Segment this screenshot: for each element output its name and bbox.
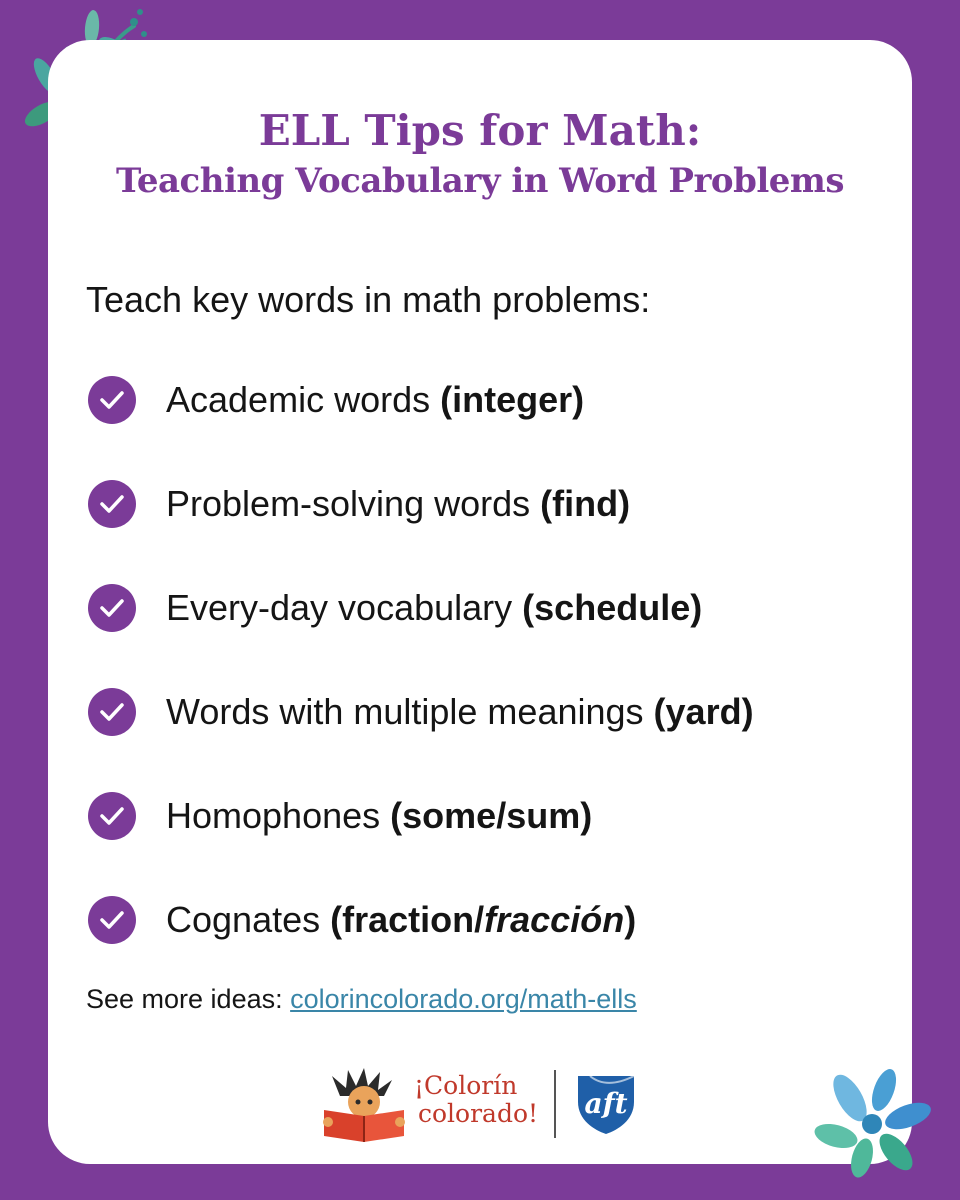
tip-example-open: (fraction/ bbox=[330, 899, 485, 940]
tip-label: Words with multiple meanings bbox=[166, 691, 644, 732]
tips-list bbox=[88, 374, 754, 998]
tip-example bbox=[330, 899, 636, 940]
list-item bbox=[88, 582, 754, 634]
tip-label: Homophones bbox=[166, 795, 381, 836]
more-ideas bbox=[86, 984, 637, 1015]
tip-label: Academic words bbox=[166, 379, 431, 420]
list-item bbox=[88, 790, 754, 842]
tip-example: (schedule) bbox=[522, 587, 703, 628]
list-item bbox=[88, 894, 754, 946]
tip-example-close: ) bbox=[624, 899, 637, 940]
list-item bbox=[88, 374, 754, 426]
tip-label: Problem-solving words bbox=[166, 483, 531, 524]
tip-text bbox=[166, 483, 630, 525]
tip-text bbox=[166, 899, 636, 941]
tip-example: (some/sum) bbox=[390, 795, 593, 836]
child-reading-icon bbox=[318, 1066, 410, 1142]
tip-example: (integer) bbox=[440, 379, 585, 420]
tip-text bbox=[166, 587, 702, 629]
title-line-2: Teaching Vocabulary in Word Problems bbox=[115, 161, 845, 201]
logo-line-1: ¡Colorín bbox=[414, 1071, 518, 1100]
title-line-1: ELL Tips for Math: bbox=[258, 106, 702, 155]
tip-example: (find) bbox=[540, 483, 631, 524]
colorin-colorado-logo bbox=[414, 1072, 538, 1128]
check-icon bbox=[88, 896, 136, 944]
tip-example: (yard) bbox=[653, 691, 754, 732]
list-item bbox=[88, 686, 754, 738]
check-icon bbox=[88, 376, 136, 424]
footer-logos bbox=[318, 1066, 648, 1142]
tip-text bbox=[166, 379, 584, 421]
check-icon bbox=[88, 688, 136, 736]
list-item bbox=[88, 478, 754, 530]
more-ideas-label: See more ideas: bbox=[86, 984, 283, 1014]
flower-icon bbox=[812, 1068, 938, 1180]
tip-text bbox=[166, 691, 754, 733]
aft-logo-text: aft bbox=[584, 1087, 628, 1120]
page-title bbox=[48, 105, 912, 205]
check-icon bbox=[88, 792, 136, 840]
logo-line-2: colorado! bbox=[418, 1099, 539, 1128]
check-icon bbox=[88, 584, 136, 632]
more-ideas-link[interactable]: colorincolorado.org/math-ells bbox=[290, 984, 637, 1014]
logo-divider bbox=[554, 1070, 556, 1138]
tip-text bbox=[166, 795, 592, 837]
check-icon bbox=[88, 480, 136, 528]
intro-text: Teach key words in math problems: bbox=[86, 279, 651, 320]
tip-label: Every-day vocabulary bbox=[166, 587, 513, 628]
tip-label: Cognates bbox=[166, 899, 321, 940]
tip-example-italic: fracción bbox=[484, 899, 625, 940]
